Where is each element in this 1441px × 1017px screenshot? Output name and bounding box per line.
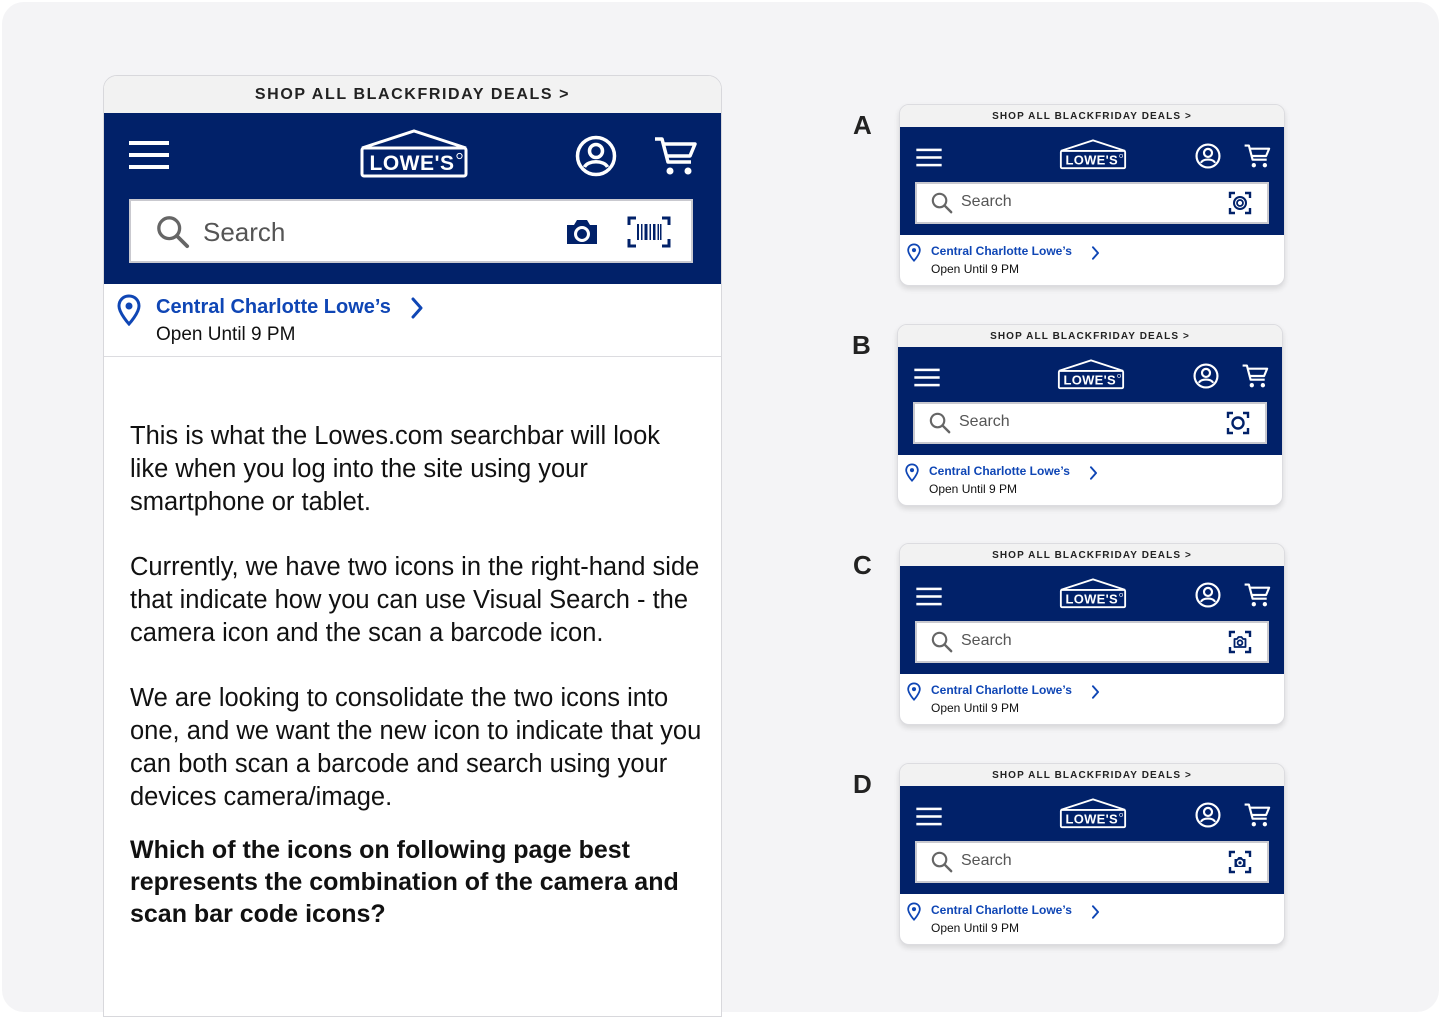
search-placeholder: Search <box>961 852 1012 869</box>
cart-icon[interactable] <box>1244 582 1271 608</box>
menu-icon[interactable] <box>916 807 942 826</box>
question: Which of the icons on following page best represents the combination of the camera and scan bar code icons? <box>130 836 679 928</box>
lowes-logo[interactable] <box>359 128 469 178</box>
search-icon <box>931 631 953 653</box>
lowes-logo[interactable] <box>1059 797 1127 829</box>
search-input[interactable] <box>915 621 1269 663</box>
chevron-right-icon[interactable] <box>1091 246 1100 260</box>
site-header <box>900 786 1284 894</box>
cart-icon[interactable] <box>1242 363 1269 389</box>
barcode-scan-icon[interactable] <box>627 216 671 248</box>
store-hours: Open Until 9 PM <box>931 921 1020 935</box>
menu-icon[interactable] <box>916 148 942 167</box>
search-placeholder: Search <box>959 413 1010 430</box>
store-hours: Open Until 9 PM <box>931 701 1020 715</box>
menu-icon[interactable] <box>129 140 169 170</box>
cart-icon[interactable] <box>654 135 698 177</box>
store-name-link[interactable]: Central Charlotte Lowe’s <box>931 244 1072 258</box>
store-name-link[interactable]: Central Charlotte Lowe’s <box>156 296 391 318</box>
store-hours: Open Until 9 PM <box>929 482 1018 496</box>
chevron-right-icon[interactable] <box>1091 685 1100 699</box>
menu-icon[interactable] <box>914 368 940 387</box>
paragraph-3: We are looking to consolidate the two icons into one, and we want the new icon to indicate that you can both scan a barcode and search using your devices camera/image. <box>130 684 702 811</box>
camera-in-frame-icon[interactable] <box>1228 850 1252 874</box>
location-pin-icon <box>907 902 921 921</box>
search-input[interactable] <box>915 182 1269 224</box>
site-header <box>104 113 721 284</box>
store-info[interactable] <box>104 284 721 357</box>
location-pin-icon <box>907 682 921 701</box>
site-header <box>898 347 1282 455</box>
store-name-link[interactable]: Central Charlotte Lowe’s <box>931 683 1072 697</box>
promo-banner[interactable]: SHOP ALL BLACKFRIDAY DEALS > <box>104 76 721 113</box>
camera-in-frame-icon[interactable] <box>1228 630 1252 654</box>
search-input[interactable] <box>913 402 1267 444</box>
paragraph-1: This is what the Lowes.com searchbar will look like when you log into the site using your smartphone or tablet. <box>130 422 661 516</box>
chevron-right-icon[interactable] <box>410 297 424 319</box>
promo-banner[interactable]: SHOP ALL BLACKFRIDAY DEALS > <box>898 325 1282 347</box>
description-text <box>130 420 705 962</box>
chevron-right-icon[interactable] <box>1091 905 1100 919</box>
store-name-link[interactable]: Central Charlotte Lowe’s <box>929 464 1070 478</box>
store-hours: Open Until 9 PM <box>931 262 1020 276</box>
search-icon <box>929 412 951 434</box>
location-pin-icon <box>905 463 919 482</box>
main-phone-mockup <box>103 75 722 1017</box>
lens-in-frame-icon[interactable] <box>1228 191 1252 215</box>
variant-c-mockup[interactable] <box>899 543 1285 725</box>
location-pin-icon <box>117 294 141 326</box>
promo-banner[interactable]: SHOP ALL BLACKFRIDAY DEALS > <box>900 764 1284 786</box>
search-icon <box>931 192 953 214</box>
search-icon <box>156 215 190 249</box>
store-name-link[interactable]: Central Charlotte Lowe’s <box>931 903 1072 917</box>
site-header <box>900 566 1284 674</box>
search-placeholder: Search <box>203 217 286 247</box>
variant-d-mockup[interactable] <box>899 763 1285 945</box>
variant-label-c: C <box>853 550 872 580</box>
account-icon[interactable] <box>1195 582 1221 608</box>
camera-icon[interactable] <box>565 218 599 246</box>
cart-icon[interactable] <box>1244 143 1271 169</box>
variant-label-d: D <box>853 769 872 799</box>
variant-b-mockup[interactable] <box>897 324 1283 506</box>
cart-icon[interactable] <box>1244 802 1271 828</box>
search-input[interactable] <box>129 199 693 263</box>
search-placeholder: Search <box>961 632 1012 649</box>
account-icon[interactable] <box>1193 363 1219 389</box>
lowes-logo[interactable] <box>1057 358 1125 390</box>
variant-label-b: B <box>852 330 871 360</box>
menu-icon[interactable] <box>916 587 942 606</box>
lowes-logo[interactable] <box>1059 138 1127 170</box>
search-input[interactable] <box>915 841 1269 883</box>
account-icon[interactable] <box>1195 802 1221 828</box>
lowes-logo[interactable] <box>1059 577 1127 609</box>
site-header <box>900 127 1284 235</box>
search-placeholder: Search <box>961 193 1012 210</box>
circle-in-frame-icon[interactable] <box>1226 411 1250 435</box>
store-hours: Open Until 9 PM <box>156 324 296 345</box>
variant-label-a: A <box>853 110 872 140</box>
location-pin-icon <box>907 243 921 262</box>
paragraph-2: Currently, we have two icons in the right-hand side that indicate how you can use Visual Search - the camera icon and the scan a barcode icon. <box>130 553 700 647</box>
account-icon[interactable] <box>1195 143 1221 169</box>
promo-banner[interactable]: SHOP ALL BLACKFRIDAY DEALS > <box>900 544 1284 566</box>
chevron-right-icon[interactable] <box>1089 466 1098 480</box>
promo-banner[interactable]: SHOP ALL BLACKFRIDAY DEALS > <box>900 105 1284 127</box>
variant-a-mockup[interactable] <box>899 104 1285 286</box>
account-icon[interactable] <box>575 135 617 177</box>
search-icon <box>931 851 953 873</box>
